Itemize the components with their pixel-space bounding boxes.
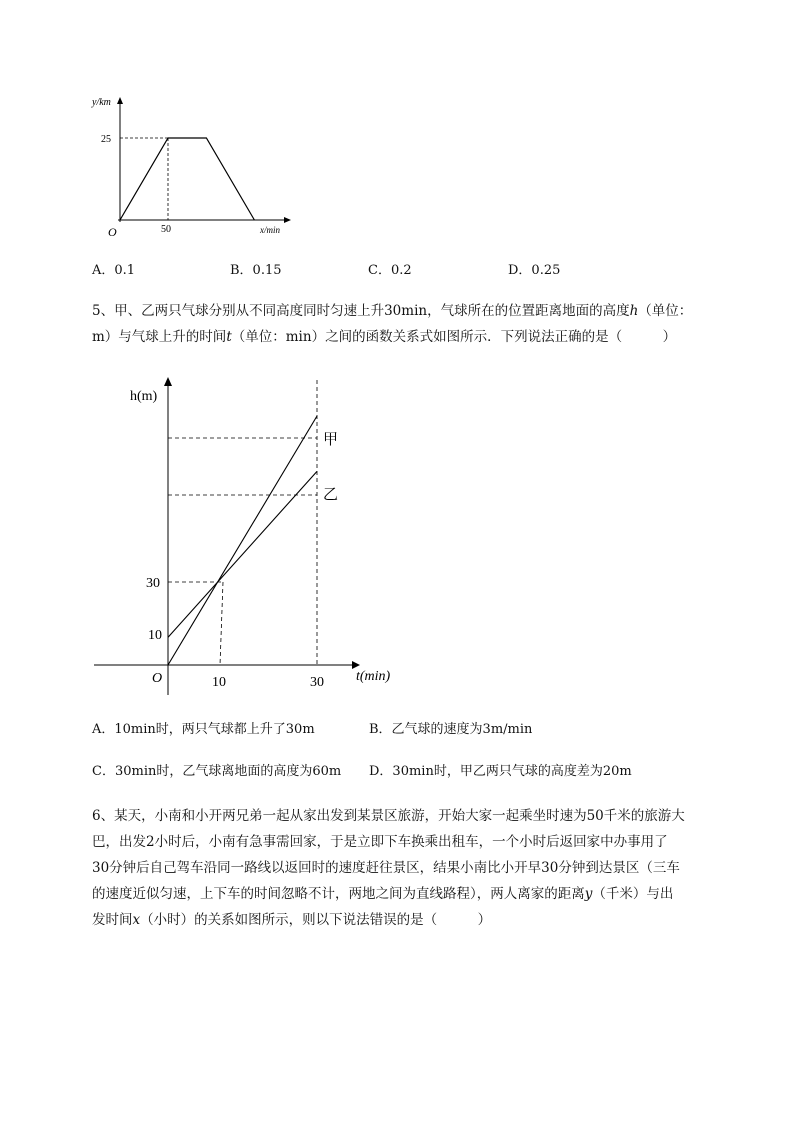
q5-stem-line2 bbox=[92, 324, 732, 350]
q5-option-a[interactable]: A．10min时，两只气球都上升了30m bbox=[92, 722, 315, 737]
q5-x-tick-30: 30 bbox=[310, 675, 324, 690]
q4-option-d[interactable]: D．0.25 bbox=[508, 263, 561, 278]
q6-var-x: x bbox=[132, 912, 141, 928]
q5-series-yi bbox=[168, 471, 317, 637]
q6-text: 发时间 bbox=[92, 912, 133, 928]
q5-guide-t10 bbox=[220, 582, 223, 665]
q4-origin-label: O bbox=[108, 225, 117, 239]
q5-series-jia bbox=[168, 416, 317, 665]
q6-line-4 bbox=[92, 881, 732, 907]
q4-x-arrow bbox=[284, 217, 291, 223]
q4-y-arrow bbox=[117, 97, 123, 104]
q5-x-label: t(min) bbox=[356, 669, 391, 684]
q6-var-y: y bbox=[584, 886, 593, 902]
q5-y-tick-30: 30 bbox=[146, 576, 160, 591]
q6-line-5 bbox=[92, 907, 732, 933]
q5-option-c[interactable]: C．30min时，乙气球离地面的高度为60m bbox=[92, 764, 342, 779]
q5-option-b[interactable]: B．乙气球的速度为3m/min bbox=[369, 722, 533, 737]
q6-line-1: 6、某天，小南和小开两兄弟一起从家出发到某景区旅游，开始大家一起乘坐时速为50千米的旅游大 bbox=[92, 808, 685, 824]
q5-var-h: h bbox=[629, 303, 639, 319]
q6-line-3: 30分钟后自己驾车沿同一路线以返回时的速度赶往景区，结果小南比小开早30分钟到达景区（三车 bbox=[92, 860, 680, 876]
q5-stem-text: （单位： bbox=[638, 303, 693, 319]
q4-x-label: x/min bbox=[260, 225, 280, 235]
q5-stem-text: 5、甲、乙两只气球分别从不同高度同时匀速上升30min，气球所在的位置距离地面的高度 bbox=[92, 303, 630, 319]
q5-stem bbox=[92, 298, 732, 350]
q5-stem-text: m）与气球上升的时间 bbox=[92, 329, 227, 345]
q4-option-b[interactable]: B．0.15 bbox=[230, 263, 282, 278]
q4-graph bbox=[88, 90, 298, 240]
q5-x-arrow bbox=[352, 661, 360, 669]
q5-y-tick-10: 10 bbox=[148, 628, 162, 643]
q6-text: （小时）的关系如图所示，则以下说法错误的是（ ） bbox=[140, 912, 492, 928]
q5-graph bbox=[90, 375, 410, 695]
q5-stem-text: （单位：min）之间的函数关系式如图所示．下列说法正确的是（ ） bbox=[231, 329, 677, 345]
q5-series-label-yi: 乙 bbox=[323, 487, 339, 503]
q4-y-label: y/km bbox=[92, 97, 111, 108]
q4-series-line bbox=[120, 138, 254, 220]
q6-line-2: 巴，出发2小时后，小南有急事需回家，于是立即下车换乘出租车，一个小时后返回家中办事用了 bbox=[92, 834, 668, 850]
q6-text: 的速度近似匀速，上下车的时间忽略不计，两地之间为直线路程），两人离家的距离 bbox=[92, 886, 585, 902]
q5-option-d[interactable]: D．30min时，甲乙两只气球的高度差为20m bbox=[369, 764, 632, 779]
q6-stem bbox=[92, 803, 732, 933]
q5-x-tick-10: 10 bbox=[212, 675, 226, 690]
q5-series-label-jia: 甲 bbox=[323, 432, 339, 448]
q5-origin-label: O bbox=[152, 671, 163, 686]
q5-y-label: h(m) bbox=[130, 389, 158, 404]
q6-text: （千米）与出 bbox=[592, 886, 674, 902]
q5-stem-line1 bbox=[92, 298, 732, 324]
q5-var-t: t bbox=[226, 329, 232, 345]
q4-option-c[interactable]: C．0.2 bbox=[368, 263, 412, 278]
q4-y-tick: 25 bbox=[101, 134, 111, 145]
q4-x-tick: 50 bbox=[161, 224, 171, 235]
q5-y-arrow bbox=[164, 377, 172, 386]
q4-option-a[interactable]: A．0.1 bbox=[92, 263, 136, 278]
